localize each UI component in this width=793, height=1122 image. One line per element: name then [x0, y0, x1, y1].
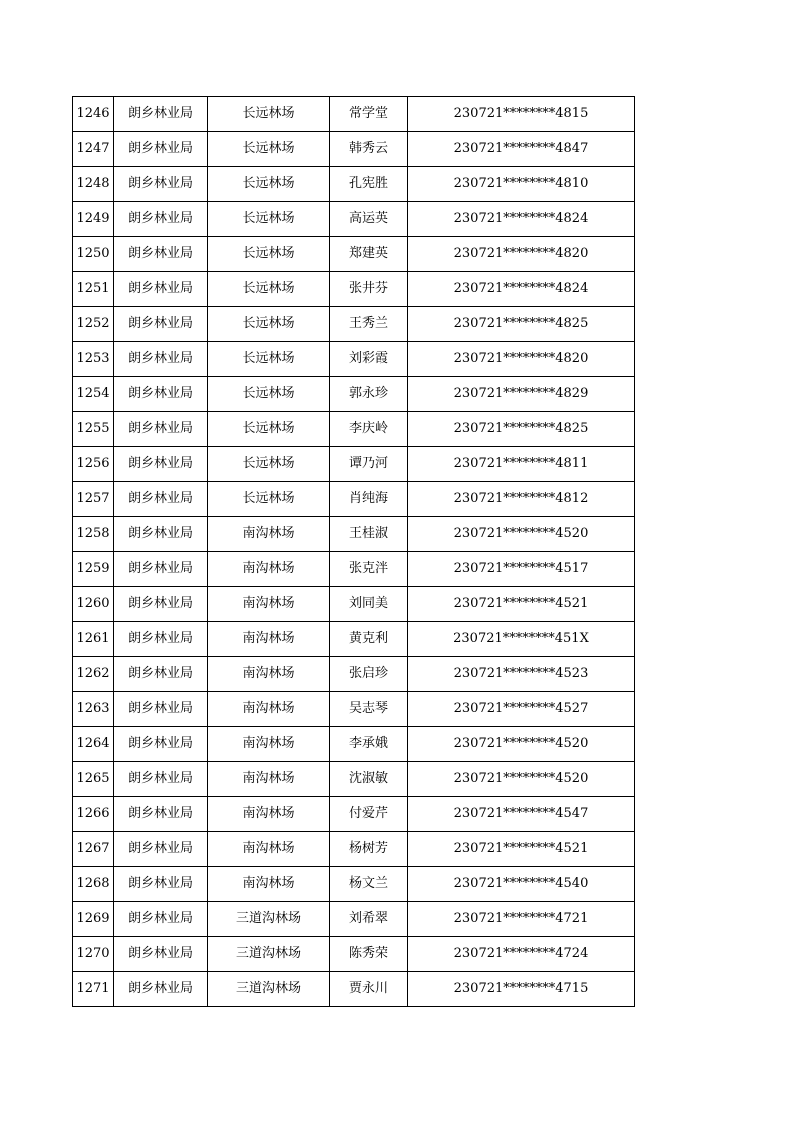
bureau-cell: 朗乡林业局 — [114, 552, 208, 587]
person-name-cell: 郑建英 — [330, 237, 408, 272]
id-number-cell: 230721********451X — [408, 622, 635, 657]
forest-farm-cell: 三道沟林场 — [208, 937, 330, 972]
forest-farm-cell: 南沟林场 — [208, 832, 330, 867]
person-name-cell: 贾永川 — [330, 972, 408, 1007]
table-row — [73, 132, 635, 167]
id-number-cell: 230721********4820 — [408, 342, 635, 377]
bureau-cell: 朗乡林业局 — [114, 237, 208, 272]
row-number-cell: 1271 — [73, 972, 114, 1007]
row-number-cell: 1251 — [73, 272, 114, 307]
forest-farm-cell: 长远林场 — [208, 307, 330, 342]
table-row — [73, 237, 635, 272]
table-row — [73, 797, 635, 832]
forest-farm-cell: 南沟林场 — [208, 867, 330, 902]
id-number-cell: 230721********4825 — [408, 307, 635, 342]
id-number-cell: 230721********4815 — [408, 97, 635, 132]
bureau-cell: 朗乡林业局 — [114, 902, 208, 937]
person-name-cell: 韩秀云 — [330, 132, 408, 167]
forest-farm-cell: 南沟林场 — [208, 727, 330, 762]
id-number-cell: 230721********4847 — [408, 132, 635, 167]
bureau-cell: 朗乡林业局 — [114, 272, 208, 307]
roster-table-body — [73, 97, 635, 1007]
bureau-cell: 朗乡林业局 — [114, 377, 208, 412]
table-row — [73, 307, 635, 342]
person-name-cell: 刘彩霞 — [330, 342, 408, 377]
table-row — [73, 902, 635, 937]
person-name-cell: 肖纯海 — [330, 482, 408, 517]
id-number-cell: 230721********4721 — [408, 902, 635, 937]
row-number-cell: 1260 — [73, 587, 114, 622]
row-number-cell: 1261 — [73, 622, 114, 657]
id-number-cell: 230721********4520 — [408, 727, 635, 762]
bureau-cell: 朗乡林业局 — [114, 657, 208, 692]
row-number-cell: 1259 — [73, 552, 114, 587]
table-row — [73, 692, 635, 727]
row-number-cell: 1265 — [73, 762, 114, 797]
row-number-cell: 1257 — [73, 482, 114, 517]
forest-farm-cell: 南沟林场 — [208, 797, 330, 832]
table-row — [73, 972, 635, 1007]
bureau-cell: 朗乡林业局 — [114, 517, 208, 552]
bureau-cell: 朗乡林业局 — [114, 167, 208, 202]
id-number-cell: 230721********4829 — [408, 377, 635, 412]
forest-farm-cell: 长远林场 — [208, 272, 330, 307]
forest-farm-cell: 南沟林场 — [208, 587, 330, 622]
forest-farm-cell: 长远林场 — [208, 167, 330, 202]
bureau-cell: 朗乡林业局 — [114, 202, 208, 237]
forest-farm-cell: 长远林场 — [208, 342, 330, 377]
person-name-cell: 刘希翠 — [330, 902, 408, 937]
row-number-cell: 1256 — [73, 447, 114, 482]
forest-farm-cell: 长远林场 — [208, 482, 330, 517]
bureau-cell: 朗乡林业局 — [114, 307, 208, 342]
row-number-cell: 1253 — [73, 342, 114, 377]
row-number-cell: 1254 — [73, 377, 114, 412]
person-name-cell: 吴志琴 — [330, 692, 408, 727]
forest-farm-cell: 三道沟林场 — [208, 902, 330, 937]
forest-farm-cell: 南沟林场 — [208, 517, 330, 552]
id-number-cell: 230721********4527 — [408, 692, 635, 727]
table-row — [73, 167, 635, 202]
person-name-cell: 张井芬 — [330, 272, 408, 307]
bureau-cell: 朗乡林业局 — [114, 762, 208, 797]
row-number-cell: 1270 — [73, 937, 114, 972]
bureau-cell: 朗乡林业局 — [114, 832, 208, 867]
forest-farm-cell: 三道沟林场 — [208, 972, 330, 1007]
bureau-cell: 朗乡林业局 — [114, 727, 208, 762]
bureau-cell: 朗乡林业局 — [114, 937, 208, 972]
table-row — [73, 342, 635, 377]
person-name-cell: 常学堂 — [330, 97, 408, 132]
forest-farm-cell: 长远林场 — [208, 447, 330, 482]
table-row — [73, 447, 635, 482]
id-number-cell: 230721********4520 — [408, 517, 635, 552]
table-row — [73, 867, 635, 902]
id-number-cell: 230721********4547 — [408, 797, 635, 832]
bureau-cell: 朗乡林业局 — [114, 692, 208, 727]
bureau-cell: 朗乡林业局 — [114, 97, 208, 132]
id-number-cell: 230721********4520 — [408, 762, 635, 797]
table-row — [73, 657, 635, 692]
forest-farm-cell: 长远林场 — [208, 237, 330, 272]
person-name-cell: 李庆岭 — [330, 412, 408, 447]
person-name-cell: 谭乃河 — [330, 447, 408, 482]
table-row — [73, 832, 635, 867]
table-row — [73, 482, 635, 517]
id-number-cell: 230721********4724 — [408, 937, 635, 972]
table-row — [73, 377, 635, 412]
person-name-cell: 张启珍 — [330, 657, 408, 692]
bureau-cell: 朗乡林业局 — [114, 867, 208, 902]
bureau-cell: 朗乡林业局 — [114, 412, 208, 447]
id-number-cell: 230721********4810 — [408, 167, 635, 202]
id-number-cell: 230721********4523 — [408, 657, 635, 692]
id-number-cell: 230721********4824 — [408, 202, 635, 237]
roster-table — [72, 96, 635, 1007]
table-row — [73, 552, 635, 587]
id-number-cell: 230721********4540 — [408, 867, 635, 902]
person-name-cell: 张克泮 — [330, 552, 408, 587]
forest-farm-cell: 南沟林场 — [208, 657, 330, 692]
row-number-cell: 1266 — [73, 797, 114, 832]
table-row — [73, 97, 635, 132]
id-number-cell: 230721********4824 — [408, 272, 635, 307]
person-name-cell: 李承娥 — [330, 727, 408, 762]
forest-farm-cell: 南沟林场 — [208, 552, 330, 587]
table-row — [73, 412, 635, 447]
row-number-cell: 1249 — [73, 202, 114, 237]
forest-farm-cell: 长远林场 — [208, 97, 330, 132]
person-name-cell: 杨树芳 — [330, 832, 408, 867]
row-number-cell: 1252 — [73, 307, 114, 342]
person-name-cell: 沈淑敏 — [330, 762, 408, 797]
row-number-cell: 1246 — [73, 97, 114, 132]
row-number-cell: 1248 — [73, 167, 114, 202]
person-name-cell: 高运英 — [330, 202, 408, 237]
row-number-cell: 1264 — [73, 727, 114, 762]
row-number-cell: 1268 — [73, 867, 114, 902]
id-number-cell: 230721********4811 — [408, 447, 635, 482]
id-number-cell: 230721********4715 — [408, 972, 635, 1007]
table-row — [73, 587, 635, 622]
table-row — [73, 517, 635, 552]
bureau-cell: 朗乡林业局 — [114, 447, 208, 482]
table-row — [73, 727, 635, 762]
person-name-cell: 王桂淑 — [330, 517, 408, 552]
bureau-cell: 朗乡林业局 — [114, 132, 208, 167]
bureau-cell: 朗乡林业局 — [114, 342, 208, 377]
table-row — [73, 937, 635, 972]
forest-farm-cell: 长远林场 — [208, 412, 330, 447]
id-number-cell: 230721********4521 — [408, 832, 635, 867]
bureau-cell: 朗乡林业局 — [114, 482, 208, 517]
forest-farm-cell: 南沟林场 — [208, 622, 330, 657]
person-name-cell: 杨文兰 — [330, 867, 408, 902]
bureau-cell: 朗乡林业局 — [114, 972, 208, 1007]
forest-farm-cell: 长远林场 — [208, 377, 330, 412]
person-name-cell: 王秀兰 — [330, 307, 408, 342]
table-row — [73, 202, 635, 237]
table-row — [73, 622, 635, 657]
table-row — [73, 272, 635, 307]
forest-farm-cell: 南沟林场 — [208, 692, 330, 727]
forest-farm-cell: 长远林场 — [208, 132, 330, 167]
row-number-cell: 1262 — [73, 657, 114, 692]
row-number-cell: 1267 — [73, 832, 114, 867]
bureau-cell: 朗乡林业局 — [114, 622, 208, 657]
id-number-cell: 230721********4521 — [408, 587, 635, 622]
person-name-cell: 孔宪胜 — [330, 167, 408, 202]
id-number-cell: 230721********4517 — [408, 552, 635, 587]
person-name-cell: 郭永珍 — [330, 377, 408, 412]
person-name-cell: 付爱芹 — [330, 797, 408, 832]
row-number-cell: 1250 — [73, 237, 114, 272]
bureau-cell: 朗乡林业局 — [114, 797, 208, 832]
row-number-cell: 1247 — [73, 132, 114, 167]
row-number-cell: 1263 — [73, 692, 114, 727]
table-row — [73, 762, 635, 797]
forest-farm-cell: 南沟林场 — [208, 762, 330, 797]
id-number-cell: 230721********4825 — [408, 412, 635, 447]
id-number-cell: 230721********4812 — [408, 482, 635, 517]
bureau-cell: 朗乡林业局 — [114, 587, 208, 622]
person-name-cell: 黄克利 — [330, 622, 408, 657]
row-number-cell: 1258 — [73, 517, 114, 552]
person-name-cell: 陈秀荣 — [330, 937, 408, 972]
forest-farm-cell: 长远林场 — [208, 202, 330, 237]
person-name-cell: 刘同美 — [330, 587, 408, 622]
row-number-cell: 1255 — [73, 412, 114, 447]
row-number-cell: 1269 — [73, 902, 114, 937]
id-number-cell: 230721********4820 — [408, 237, 635, 272]
